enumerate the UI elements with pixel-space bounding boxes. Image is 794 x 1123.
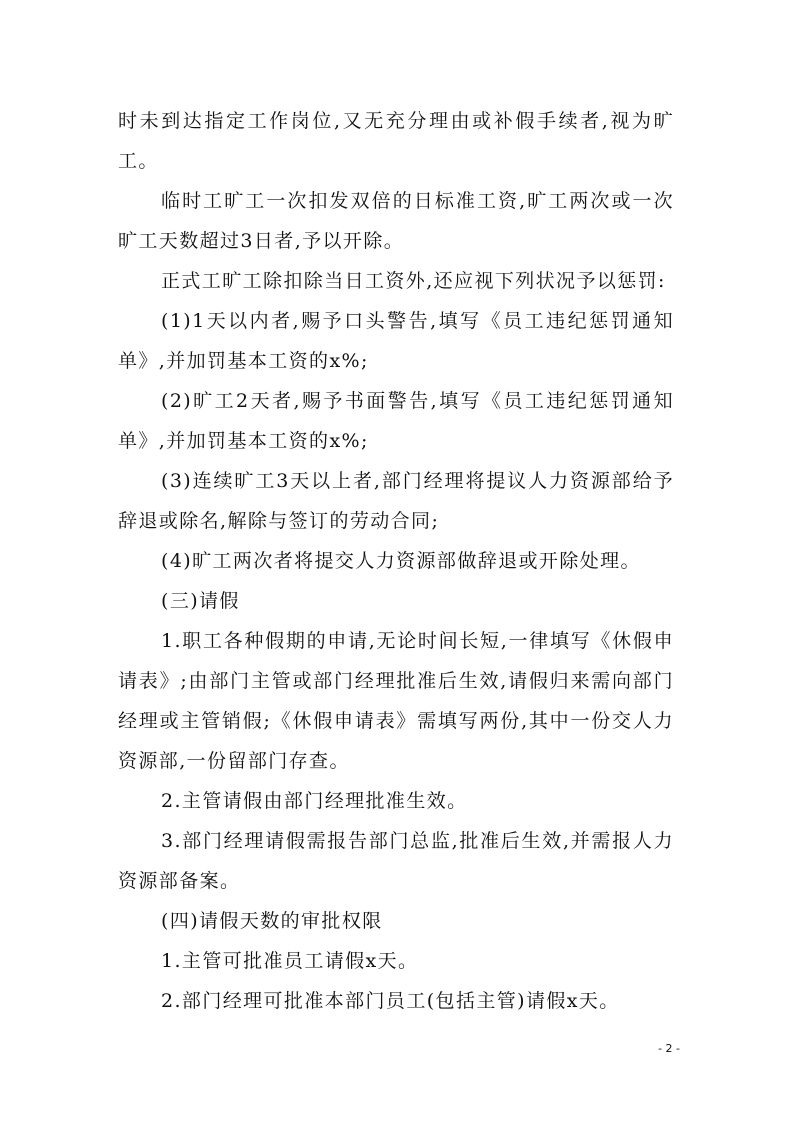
paragraph: 1.职工各种假期的申请,无论时间长短,一律填写《休假申请表》;由部门主管或部门经理批准后生效,请假归来需向部门经理或主管销假;《休假申请表》需填写两份,其中一份交人力资源部,一份留部门存查。 [118,630,674,772]
paragraph: 正式工旷工除扣除当日工资外,还应视下列状况予以惩罚: [161,270,666,292]
section-heading: (三)请假 [161,590,240,612]
paragraph: 3.部门经理请假需报告部门总监,批准后生效,并需报人力资源部备案。 [118,830,674,892]
document-body [118,101,674,1021]
section-heading: (四)请假天数的审批权限 [161,910,383,932]
paragraph: (2)旷工2天者,赐予书面警告,填写《员工违纪惩罚通知单》,并加罚基本工资的x%; [118,390,674,452]
paragraph: (1)1天以内者,赐予口头警告,填写《员工违纪惩罚通知单》,并加罚基本工资的x%; [118,310,674,372]
paragraph: 2.部门经理可批准本部门员工(包括主管)请假x天。 [161,990,620,1012]
page-number: - 2 - [658,1042,680,1055]
paragraph: 时未到达指定工作岗位,又无充分理由或补假手续者,视为旷工。 [118,110,674,172]
paragraph: (3)连续旷工3天以上者,部门经理将提议人力资源部给予辞退或除名,解除与签订的劳动合同; [118,470,674,532]
paragraph: 1.主管可批准员工请假x天。 [161,950,419,972]
paragraph: 临时工旷工一次扣发双倍的日标准工资,旷工两次或一次旷工天数超过3日者,予以开除。 [118,190,674,252]
paragraph: 2.主管请假由部门经理批准生效。 [161,790,468,812]
paragraph: (4)旷工两次者将提交人力资源部做辞退或开除处理。 [161,550,641,572]
